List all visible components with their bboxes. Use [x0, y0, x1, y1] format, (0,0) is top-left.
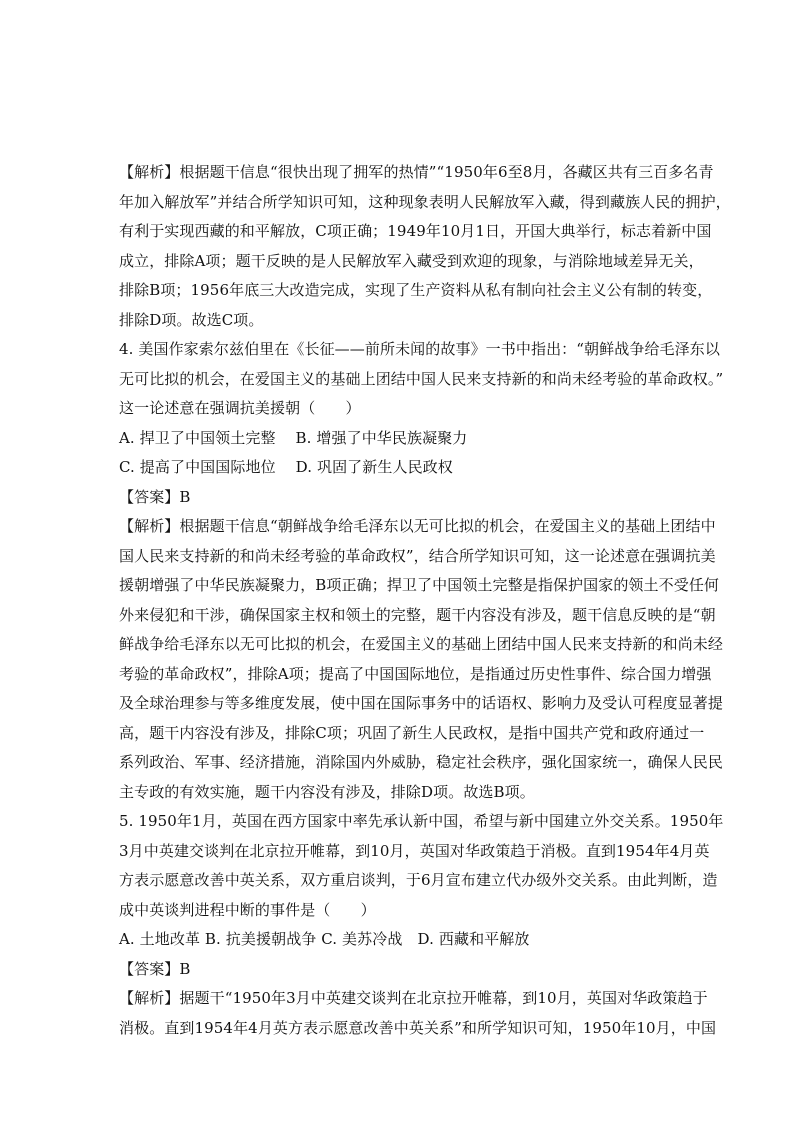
text-line: 【解析】根据题干信息“很快出现了拥军的热情”“1950年6至8月，各藏区共有三百多名青 — [119, 163, 714, 181]
text-line: 【解析】根据题干信息“朝鲜战争给毛泽东以无可比拟的机会，在爱国主义的基础上团结中 — [119, 517, 716, 535]
text-line: 排除B项；1956年底三大改造完成，实现了生产资料从私有制向社会主义公有制的转变， — [119, 281, 713, 299]
text-line: 主专政的有效实施，题干内容没有涉及，排除D项。故选B项。 — [119, 782, 535, 801]
text-line: 成中英谈判进程中断的事件是（ ） — [119, 900, 376, 919]
text-line: 【答案】B — [119, 487, 191, 506]
text-line: 4. 美国作家索尔兹伯里在《长征——前所未闻的故事》一书中指出：“朝鲜战争给毛泽东以 — [119, 340, 720, 358]
document-body — [119, 158, 731, 1043]
text-line: 这一论述意在强调抗美援朝（ ） — [119, 399, 361, 417]
text-line: 成立，排除A项；题干反映的是人民解放军入藏受到欢迎的现象，与消除地域差异无关， — [119, 251, 704, 270]
text-line: 消极。直到1954年4月英方表示愿意改善中英关系”和所学知识可知，1950年10月，中国 — [119, 1018, 717, 1037]
text-line: C. 提高了中国国际地位 D. 巩固了新生人民政权 — [119, 458, 453, 476]
text-line: 3月中英建交谈判在北京拉开帷幕，到10月，英国对华政策趋于消极。直到1954年4月英 — [119, 841, 710, 860]
text-line: 外来侵犯和干涉，确保国家主权和领土的完整，题干内容没有涉及，题干信息反映的是“朝 — [119, 605, 716, 624]
text-line: 高，题干内容没有涉及，排除C项；巩固了新生人民政权，是指中国共产党和政府通过一 — [119, 723, 705, 742]
text-line: 无可比拟的机会，在爱国主义的基础上团结中国人民来支持新的和尚未经考验的革命政权。” — [119, 369, 724, 388]
text-line: 系列政治、军事、经济措施，消除国内外威胁，稳定社会秩序，强化国家统一，确保人民民 — [119, 753, 724, 771]
text-line: 年加入解放军”并结合所学知识可知，这种现象表明人民解放军入藏，得到藏族人民的拥护， — [119, 192, 731, 211]
text-line: 【解析】据题干“1950年3月中英建交谈判在北京拉开帷幕，到10月，英国对华政策趋于 — [119, 989, 708, 1007]
text-line: A. 捍卫了中国领土完整 B. 增强了中华民族凝聚力 — [119, 428, 468, 447]
text-line: 援朝增强了中华民族凝聚力，B项正确；捍卫了中国领土完整是指保护国家的领土不受任何 — [119, 576, 720, 594]
text-line: 【答案】B — [119, 959, 191, 978]
text-line: 有利于实现西藏的和平解放，C项正确；1949年10月1日，开国大典举行，标志着新中国 — [119, 222, 712, 240]
text-line: 及全球治理参与等多维度发展，使中国在国际事务中的话语权、影响力及受认可程度显著提 — [119, 694, 724, 712]
text-line: 5. 1950年1月，英国在西方国家中率先承认新中国，希望与新中国建立外交关系。1950年 — [119, 812, 724, 830]
text-line: 考验的革命政权”，排除A项；提高了中国国际地位，是指通过历史性事件、综合国力增强 — [119, 664, 712, 683]
text-line: 国人民来支持新的和尚未经考验的革命政权”，结合所学知识可知，这一论述意在强调抗美 — [119, 546, 716, 565]
text-line: A. 土地改革 B. 抗美援朝战争 C. 美苏冷战 D. 西藏和平解放 — [119, 930, 530, 948]
text-line: 鲜战争给毛泽东以无可比拟的机会，在爱国主义的基础上团结中国人民来支持新的和尚未经 — [119, 635, 724, 653]
text-line: 方表示愿意改善中英关系，双方重启谈判，于6月宣布建立代办级外交关系。由此判断，造 — [119, 871, 718, 889]
text-line: 排除D项。故选C项。 — [119, 310, 264, 329]
